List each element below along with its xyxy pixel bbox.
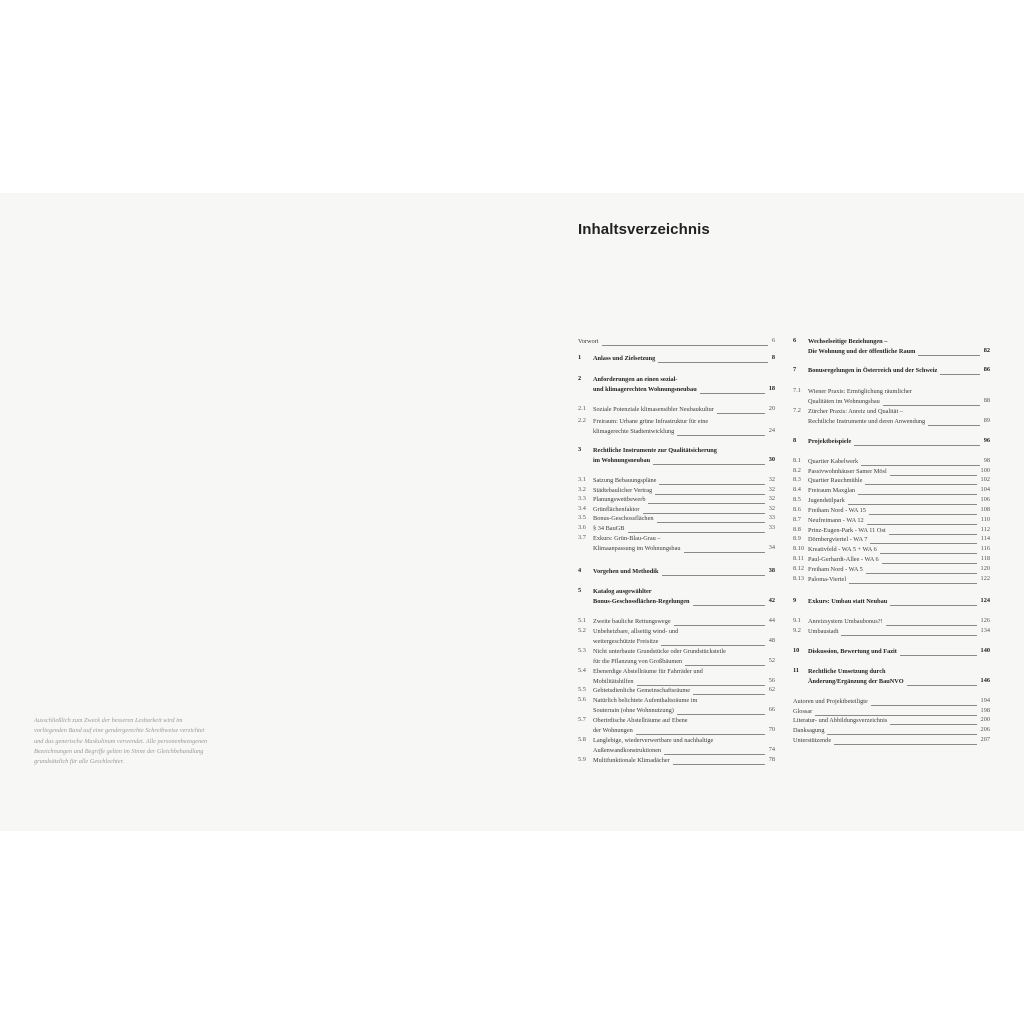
toc-page-number: 96	[983, 437, 990, 444]
toc-leader-rule	[684, 552, 765, 553]
toc-page-number: 32	[768, 505, 775, 512]
toc-entry-title: Kreativfeld - WA 5 + WA 6	[808, 546, 877, 553]
toc-entry[interactable]	[578, 716, 775, 738]
toc-entry-number: 4	[578, 567, 582, 574]
toc-entry-title: Rechtliche Umsetzung durch	[808, 668, 886, 675]
toc-entry[interactable]	[578, 354, 775, 366]
toc-entry-title: Oberirdische Abstellräume auf Ebene	[593, 717, 688, 724]
toc-leader-rule	[677, 714, 765, 715]
toc-entry-number: 5.6	[578, 696, 586, 703]
toc-entry-title: Mobilitätshilfen	[593, 678, 634, 685]
toc-entry-title: im Wohnungsneubau	[593, 457, 651, 464]
toc-entry[interactable]	[793, 575, 990, 587]
toc-entry-number: 8.1	[793, 457, 801, 464]
toc-entry-title: Bonus-Geschossflächen	[593, 515, 654, 522]
toc-entry[interactable]	[793, 736, 990, 748]
toc-entry-title: Anreizsystem Umbaubonus?!	[808, 618, 883, 625]
toc-entry-number: 8.11	[793, 555, 804, 562]
toc-page-number: 62	[768, 686, 775, 693]
toc-leader-rule	[693, 605, 765, 606]
toc-entry[interactable]	[578, 756, 775, 768]
toc-page-number: 70	[768, 726, 775, 733]
toc-leader-rule	[841, 635, 976, 636]
toc-page-number: 116	[980, 545, 990, 552]
toc-page-number: 18	[768, 385, 775, 392]
toc-entry-title: Katalog ausgewählter	[593, 588, 652, 595]
toc-entry-number: 9.2	[793, 627, 801, 634]
toc-entry[interactable]	[578, 627, 775, 649]
toc-entry-number: 8.6	[793, 506, 801, 513]
toc-entry-title: Autoren und Projektbeteiligte	[793, 698, 868, 705]
toc-page-number: 146	[980, 677, 990, 684]
toc-entry-number: 3.4	[578, 505, 586, 512]
toc-page-number: 120	[980, 565, 990, 572]
toc-page-number: 24	[768, 427, 775, 434]
toc-page-number: 124	[980, 597, 990, 604]
toc-page-number: 74	[768, 746, 775, 753]
toc-entry-title: Nicht unterbaute Grundstücke oder Grundstücksteile	[593, 648, 726, 655]
toc-entry-number: 2.1	[578, 405, 586, 412]
toc-page-number: 106	[980, 496, 990, 503]
toc-entry-title: Exkurs: Umbau statt Neubau	[808, 598, 888, 605]
toc-entry-number: 11	[793, 667, 799, 674]
toc-leader-rule	[827, 734, 976, 735]
toc-page-number: 32	[768, 495, 775, 502]
toc-page-number: 33	[768, 514, 775, 521]
toc-entry-title: Anforderungen an einen sozial-	[593, 376, 678, 383]
note-line: und das generische Maskulinum verwendet. Alle personenbezogenen	[34, 737, 208, 745]
toc-entry[interactable]	[578, 405, 775, 417]
toc-leader-rule	[861, 465, 980, 466]
toc-entry[interactable]	[578, 375, 775, 397]
toc-entry-title: Freiham Nord - WA 15	[808, 507, 866, 514]
toc-entry[interactable]	[578, 567, 775, 579]
toc-entry-title: Bonusregelungen in Österreich und der Schweiz	[808, 367, 938, 374]
toc-page-number: 122	[980, 575, 990, 582]
toc-entry-title: Wechselseitige Beziehungen –	[808, 338, 888, 345]
toc-entry[interactable]	[793, 366, 990, 378]
toc-leader-rule	[880, 553, 977, 554]
toc-page-number: 78	[768, 756, 775, 763]
toc-page-number: 6	[771, 337, 775, 344]
toc-entry-title: Souterrain (ohne Wohnnutzung)	[593, 707, 674, 714]
toc-entry-number: 2	[578, 375, 582, 382]
toc-page-number: 198	[980, 707, 990, 714]
toc-entry-title: Wiener Praxis: Ermöglichung räumlicher	[808, 388, 912, 395]
toc-entry[interactable]	[793, 407, 990, 429]
toc-page-number: 98	[983, 457, 990, 464]
toc-entry-title: Satzung Bebauungspläne	[593, 477, 657, 484]
toc-entry-title: und klimagerechten Wohnungsneubau	[593, 386, 697, 393]
toc-entry-number: 3.3	[578, 495, 586, 502]
toc-leader-rule	[858, 494, 977, 495]
toc-entry-title: Quartier Kabelwerk	[808, 458, 859, 465]
toc-entry-title: Langlebige, wiederverwertbare und nachhaltige	[593, 737, 714, 744]
toc-leader-rule	[685, 665, 765, 666]
toc-entry[interactable]	[578, 446, 775, 468]
toc-page-number: 48	[768, 637, 775, 644]
toc-entry-title: Unbeheizbare, allseitig wind- und	[593, 628, 679, 635]
toc-entry-title: Die Wohnung und der öffentliche Raum	[808, 348, 916, 355]
gender-note	[34, 716, 244, 767]
toc-page-number: 88	[983, 397, 990, 404]
toc-entry-title: klimagerechte Stadtentwicklung	[593, 428, 675, 435]
toc-entry-number: 8.4	[793, 486, 801, 493]
toc-page-number: 8	[771, 354, 775, 361]
toc-page-number: 38	[768, 567, 775, 574]
toc-page-number: 118	[980, 555, 990, 562]
toc-entry-number: 5	[578, 587, 582, 594]
toc-leader-rule	[648, 503, 764, 504]
toc-page-number: 100	[980, 467, 990, 474]
toc-entry-title: Rechtliche Instrumente zur Qualitätsicherung	[593, 447, 717, 454]
toc-entry-number: 3.7	[578, 534, 586, 541]
toc-entry-title: für die Pflanzung von Großbäumen	[593, 658, 683, 665]
toc-entry-title: Neufreimann - WA 12	[808, 517, 864, 524]
toc-leader-rule	[848, 504, 977, 505]
toc-entry-title: Soziale Potenziale klimasensibler Neubaukultur	[593, 406, 714, 413]
toc-entry-title: Multifunktionale Klimadächer	[593, 757, 670, 764]
toc-entry-title: Glossar	[793, 708, 813, 715]
toc-entry-number: 7.2	[793, 407, 801, 414]
toc-entry-title: Prinz-Eugen-Park - WA 11 Ost	[808, 527, 886, 534]
toc-entry-title: Vorwort	[578, 338, 599, 345]
toc-page-number: 44	[768, 617, 775, 624]
toc-entry-number: 5.5	[578, 686, 586, 693]
toc-entry-title: Exkurs: Grün-Blau-Grau –	[593, 535, 661, 542]
toc-leader-rule	[869, 514, 977, 515]
toc-entry-title: Paul-Gerhardt-Allee - WA 6	[808, 556, 879, 563]
toc-page-number: 140	[980, 647, 990, 654]
toc-leader-rule	[717, 413, 765, 414]
toc-entry-number: 5.3	[578, 647, 586, 654]
toc-page-number: 32	[768, 476, 775, 483]
toc-entry-title: Städtebaulicher Vertrag	[593, 487, 653, 494]
toc-entry-number: 3.6	[578, 524, 586, 531]
toc-entry-number: 7	[793, 366, 797, 373]
toc-entry-title: Diskussion, Bewertung und Fazit	[808, 648, 897, 655]
toc-entry-title: Freiraum: Urbane grüne Infrastruktur für eine	[593, 418, 709, 425]
toc-leader-rule	[628, 532, 765, 533]
toc-entry[interactable]	[578, 696, 775, 718]
toc-entry-number: 2.2	[578, 417, 586, 424]
toc-entry-number: 5.1	[578, 617, 586, 624]
toc-entry-number: 5.4	[578, 667, 586, 674]
toc-entry-number: 8	[793, 437, 797, 444]
toc-entry-number: 8.5	[793, 496, 801, 503]
toc-leader-rule	[700, 393, 765, 394]
toc-entry-number: 8.3	[793, 476, 801, 483]
toc-leader-rule	[890, 605, 976, 606]
toc-entry-title: Ebenerdige Abstellräume für Fahrräder und	[593, 668, 703, 675]
toc-entry-title: Gebietsdienliche Gemeinschaftsräume	[593, 687, 691, 694]
toc-page-number: 114	[980, 535, 990, 542]
toc-entry[interactable]	[578, 534, 775, 556]
toc-entry-number: 6	[793, 337, 797, 344]
toc-entry-number: 8.7	[793, 516, 801, 523]
toc-leader-rule	[657, 522, 765, 523]
toc-entry[interactable]	[793, 597, 990, 609]
page-title: Inhaltsverzeichnis	[578, 221, 710, 238]
toc-entry-number: 8.2	[793, 467, 801, 474]
toc-entry-title: Dörnbergviertel - WA 7	[808, 536, 868, 543]
toc-entry-title: Danksagung	[793, 727, 825, 734]
toc-leader-rule	[900, 655, 977, 656]
toc-entry[interactable]	[793, 337, 990, 359]
toc-page-number: 34	[768, 544, 775, 551]
toc-leader-rule	[661, 645, 764, 646]
toc-entry-number: 3.5	[578, 514, 586, 521]
toc-leader-rule	[659, 484, 764, 485]
toc-entry-title: Freiraum Maxglan	[808, 487, 856, 494]
toc-leader-rule	[677, 435, 764, 436]
toc-leader-rule	[693, 694, 765, 695]
toc-entry-title: Qualitäten im Wohnungsbau	[808, 398, 880, 405]
toc-entry-number: 9.1	[793, 617, 801, 624]
toc-leader-rule	[849, 583, 976, 584]
toc-leader-rule	[658, 362, 768, 363]
toc-leader-rule	[882, 563, 977, 564]
toc-entry-number: 5.8	[578, 736, 586, 743]
toc-entry[interactable]	[578, 736, 775, 758]
toc-leader-rule	[883, 405, 980, 406]
toc-entry-title: Anlass und Zielsetzung	[593, 355, 656, 362]
toc-entry[interactable]	[578, 587, 775, 609]
toc-entry-title: Projektbeispiele	[808, 438, 852, 445]
toc-entry-title: Literatur- und Abbildungsverzeichnis	[793, 717, 888, 724]
toc-leader-rule	[664, 754, 764, 755]
note-line: Ausschließlich zum Zweck der besseren Lesbarkeit wird im	[34, 717, 183, 724]
toc-leader-rule	[653, 464, 765, 465]
toc-page-number: 200	[980, 716, 990, 723]
toc-entry-number: 5.9	[578, 756, 586, 763]
toc-page-number: 56	[768, 677, 775, 684]
toc-entry-title: der Wohnungen	[593, 727, 633, 734]
toc-page-number: 134	[980, 627, 990, 634]
toc-page-number: 112	[980, 526, 990, 533]
toc-leader-rule	[636, 734, 765, 735]
toc-leader-rule	[890, 724, 976, 725]
toc-entry-title: wettergeschützte Freisitze	[593, 638, 659, 645]
toc-entry-title: Jugendstilpark	[808, 497, 845, 504]
toc-entry-number: 8.12	[793, 565, 805, 572]
toc-entry-title: Umbaustadt	[808, 628, 839, 635]
toc-page-number: 102	[980, 476, 990, 483]
toc-leader-rule	[673, 764, 765, 765]
toc-entry-title: Passivwohnhäuser Samer Mösl	[808, 468, 887, 475]
toc-entry-number: 3.2	[578, 486, 586, 493]
toc-page-number: 110	[980, 516, 990, 523]
note-line: grundsätzlich für alle Geschlechter.	[34, 758, 124, 766]
toc-leader-rule	[674, 625, 765, 626]
toc-leader-rule	[870, 543, 976, 544]
toc-leader-rule	[865, 484, 976, 485]
toc-entry-title: Änderung/Ergänzung der BauNVO	[808, 678, 904, 685]
toc-leader-rule	[928, 425, 980, 426]
toc-page-number: 126	[980, 617, 990, 624]
toc-page-number: 20	[768, 405, 775, 412]
toc-entry[interactable]	[793, 437, 990, 449]
toc-page-number: 194	[980, 697, 990, 704]
toc-leader-rule	[602, 345, 768, 346]
toc-entry-title: Natürlich belichtete Aufenthaltsräume im	[593, 697, 698, 704]
toc-entry-title: Rechtliche Instrumente und deren Anwendung	[808, 418, 926, 425]
toc-page-number: 104	[980, 486, 990, 493]
toc-entry[interactable]	[793, 667, 990, 689]
toc-entry-number: 8.10	[793, 545, 805, 552]
toc-entry-number: 8.8	[793, 526, 801, 533]
toc-entry-title: Zürcher Praxis: Anreiz und Qualität –	[808, 408, 903, 415]
toc-entry-title: Freiham Nord - WA 5	[808, 566, 863, 573]
toc-page-number: 32	[768, 486, 775, 493]
toc-entry-number: 3	[578, 446, 582, 453]
toc-entry-number: 5.2	[578, 627, 586, 634]
toc-leader-rule	[918, 355, 979, 356]
toc-page-number: 206	[980, 726, 990, 733]
toc-leader-rule	[886, 625, 977, 626]
toc-entry-number: 10	[793, 647, 800, 654]
toc-page-number: 33	[768, 524, 775, 531]
toc-entry[interactable]	[578, 337, 775, 349]
toc-page-number: 82	[983, 347, 990, 354]
toc-page-number: 42	[768, 597, 775, 604]
note-line: Bezeichnungen und Begriffe gelten im Sinne der Gleichbehandlung	[34, 747, 204, 755]
toc-entry[interactable]	[578, 647, 775, 669]
toc-leader-rule	[907, 685, 977, 686]
toc-entry-title: Unterstützende	[793, 737, 832, 744]
toc-leader-rule	[866, 573, 977, 574]
toc-entry-number: 9	[793, 597, 797, 604]
toc-leader-rule	[940, 374, 979, 375]
toc-leader-rule	[662, 575, 765, 576]
toc-entry-title: Zweite bauliche Rettungswege	[593, 618, 671, 625]
toc-entry-number: 8.13	[793, 575, 805, 582]
toc-entry-number: 3.1	[578, 476, 586, 483]
toc-leader-rule	[834, 744, 976, 745]
toc-entry[interactable]	[578, 417, 775, 439]
toc-page-number: 86	[983, 366, 990, 373]
toc-entry-title: Quartier Rauchmühle	[808, 477, 863, 484]
toc-page-number: 52	[768, 657, 775, 664]
toc-entry-title: Vorgehen und Methodik	[593, 568, 659, 575]
toc-entry-number: 5.7	[578, 716, 586, 723]
toc-page-number: 66	[768, 706, 775, 713]
note-line: vorliegenden Band auf eine gendergerechte Schreibweise verzichtet	[34, 727, 205, 735]
toc-leader-rule	[867, 524, 977, 525]
toc-entry-title: Klimaanpassung im Wohnungsbau	[593, 545, 681, 552]
toc-entry-number: 1	[578, 354, 582, 361]
toc-entry-title: Bonus-Geschossflächen-Regelungen	[593, 598, 690, 605]
toc-entry-title: Planungswettbewerb	[593, 496, 646, 503]
toc-entry-title: Grünflächenfaktor	[593, 506, 640, 513]
toc-entry-title: Paloma-Viertel	[808, 576, 847, 583]
toc-entry-title: § 34 BauGB	[593, 525, 625, 532]
toc-page-number: 207	[980, 736, 990, 743]
toc-page-number: 30	[768, 456, 775, 463]
toc-entry-number: 8.9	[793, 535, 801, 542]
toc-page-number: 89	[983, 417, 990, 424]
toc-entry[interactable]	[793, 627, 990, 639]
toc-page-number: 108	[980, 506, 990, 513]
toc-leader-rule	[854, 445, 979, 446]
toc-entry-title: Außenwandkonstruktionen	[593, 747, 662, 754]
toc-entry-number: 7.1	[793, 387, 801, 394]
toc-entry[interactable]	[793, 387, 990, 409]
toc-leader-rule	[871, 705, 977, 706]
toc-entry[interactable]	[793, 647, 990, 659]
